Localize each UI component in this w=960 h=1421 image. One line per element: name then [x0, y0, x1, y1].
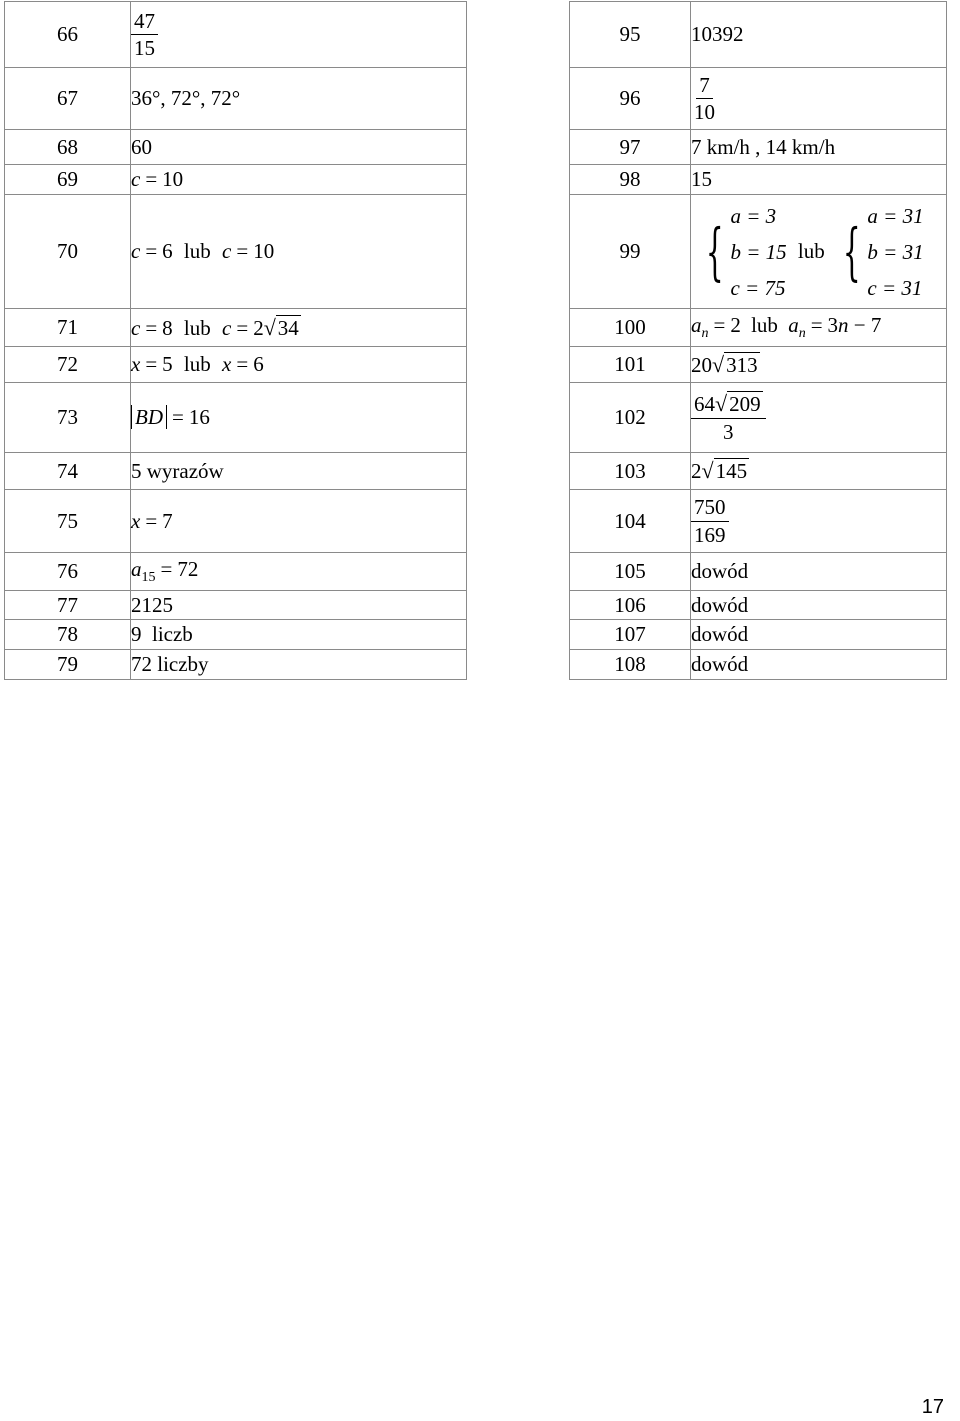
answer-text: 15 [691, 165, 947, 195]
variable: c [131, 167, 141, 191]
task-number: 105 [570, 553, 691, 591]
task-number: 99 [570, 195, 691, 309]
task-number: 75 [5, 490, 131, 553]
table-row [570, 165, 947, 195]
equation-system: { a = 31 b = 31 c = 31 [832, 198, 924, 306]
answer-cell: c = 10 [131, 165, 467, 195]
task-number: 72 [5, 347, 131, 383]
task-number: 74 [5, 453, 131, 490]
answer-cell [691, 490, 947, 553]
equation: b = 15 [730, 239, 787, 264]
subscript: n [798, 326, 806, 341]
value: 6 [253, 352, 264, 376]
answer-text: dowód [691, 553, 947, 591]
variable: c [131, 315, 141, 340]
answer-cell [691, 195, 947, 309]
equation: a = 3 [730, 203, 777, 228]
answer-text: 36°, 72°, 72° [131, 68, 467, 130]
value: 7 [162, 508, 173, 533]
or-word: lub [183, 315, 211, 340]
table-row [5, 68, 467, 130]
coefficient: 64 [694, 392, 715, 417]
value: 2 [730, 313, 741, 337]
table-row [5, 490, 467, 553]
task-number: 67 [5, 68, 131, 130]
square-root: √313 [712, 351, 758, 377]
table-row [5, 591, 467, 620]
answer-text: dowód [691, 650, 947, 680]
square-root: √145 [701, 458, 748, 483]
answer-text: 72 liczby [131, 650, 467, 680]
fraction [691, 73, 718, 124]
value: − 7 [848, 313, 882, 337]
table-row [570, 130, 947, 165]
task-number: 102 [570, 383, 691, 453]
task-number: 76 [5, 553, 131, 591]
table-row [5, 195, 467, 309]
fraction [691, 495, 729, 546]
task-number: 103 [570, 453, 691, 490]
denominator: 15 [134, 36, 155, 60]
variable: n [838, 313, 849, 337]
numerator: 64√209 [691, 391, 766, 418]
square-root: √34 [263, 314, 299, 340]
coefficient: 20 [691, 352, 712, 377]
subscript: n [701, 326, 709, 341]
task-number: 78 [5, 620, 131, 650]
task-number: 100 [570, 309, 691, 347]
answer-cell [691, 68, 947, 130]
task-number: 107 [570, 620, 691, 650]
equation: b = 31 [867, 239, 924, 264]
table-row [570, 347, 947, 383]
task-number: 104 [570, 490, 691, 553]
answer-cell: x = 5 lub x = 6 [131, 347, 467, 383]
variable: a [131, 557, 142, 581]
task-number: 70 [5, 195, 131, 309]
answer-cell: BD = 16 [131, 383, 467, 453]
task-number: 95 [570, 2, 691, 68]
or-word: lub [183, 239, 211, 263]
answer-text: 60 [131, 130, 467, 165]
table-row [5, 620, 467, 650]
variable: a [691, 313, 702, 337]
table-row [5, 165, 467, 195]
variable: c [131, 239, 141, 263]
segment-length: BD [131, 405, 167, 429]
table-row [5, 453, 467, 490]
variable: x [222, 352, 232, 376]
equation: c = 75 [730, 275, 786, 300]
task-number: 96 [570, 68, 691, 130]
subscript: 15 [141, 570, 156, 585]
equation: a = 31 [867, 203, 924, 228]
task-number: 66 [5, 2, 131, 68]
task-number: 77 [5, 591, 131, 620]
coefficient: 3 [827, 313, 839, 337]
variable: c [222, 315, 232, 340]
numerator: 750 [691, 495, 729, 521]
coefficient: 2 [691, 459, 702, 483]
or-word: lub [797, 239, 825, 263]
denominator: 10 [694, 100, 715, 124]
radicand: 145 [715, 459, 748, 483]
table-row [570, 383, 947, 453]
answer-cell: c = 8 lub c = 2√34 [131, 309, 467, 347]
answer-text: 10392 [691, 2, 947, 68]
value: 8 [162, 315, 173, 340]
page-number: 17 [921, 1396, 944, 1418]
denominator: 169 [694, 522, 726, 547]
value: 6 [162, 239, 173, 263]
task-number: 97 [570, 130, 691, 165]
table-row [5, 309, 467, 347]
or-word: lub [751, 313, 778, 337]
task-number: 79 [5, 650, 131, 680]
radicand: 313 [726, 352, 758, 377]
fraction [131, 9, 158, 60]
fraction [691, 391, 766, 443]
table-row [5, 347, 467, 383]
value: 72 [177, 557, 199, 581]
answer-text: 2125 [131, 591, 467, 620]
table-row [570, 553, 947, 591]
table-row [570, 591, 947, 620]
table-row [570, 2, 947, 68]
task-number: 106 [570, 591, 691, 620]
value: 10 [162, 167, 184, 191]
answer-cell [691, 383, 947, 453]
or-word: lub [183, 352, 211, 376]
table-row [570, 68, 947, 130]
variable: x [131, 352, 141, 376]
table-row [570, 490, 947, 553]
equation: c = 31 [867, 275, 923, 300]
task-number: 98 [570, 165, 691, 195]
table-row [5, 650, 467, 680]
table-row [5, 130, 467, 165]
answer-cell: $a_{15} = 72$ [131, 553, 467, 591]
table-row [5, 2, 467, 68]
value: 5 [162, 352, 173, 376]
answer-cell [691, 347, 947, 383]
value: 10 [253, 239, 275, 263]
radicand: 209 [729, 392, 761, 417]
answer-text: 9 liczb [131, 620, 467, 650]
answer-cell: c = 6 lub c = 10 [131, 195, 467, 309]
variable: x [131, 508, 141, 533]
answer-text: 5 wyrazów [131, 453, 467, 490]
answers-table-right [569, 1, 947, 680]
table-row [5, 553, 467, 591]
task-number: 68 [5, 130, 131, 165]
answer-cell: x = 7 [131, 490, 467, 553]
task-number: 73 [5, 383, 131, 453]
task-number: 101 [570, 347, 691, 383]
radicand: 34 [277, 315, 299, 340]
answer-cell: $a_n = 2$ lub $a_n = 3n - 7$ [691, 309, 947, 347]
variable: a [788, 313, 799, 337]
answer-cell [131, 2, 467, 68]
answers-table-left [4, 1, 467, 680]
table-row [570, 650, 947, 680]
table-row [570, 195, 947, 309]
table-row [570, 453, 947, 490]
table-row [570, 309, 947, 347]
value: 16 [188, 405, 210, 429]
denominator: 3 [723, 419, 734, 444]
coefficient: 2 [253, 315, 264, 340]
answer-text: dowód [691, 591, 947, 620]
answer-cell [691, 453, 947, 490]
table-row [570, 620, 947, 650]
task-number: 69 [5, 165, 131, 195]
table-row [5, 383, 467, 453]
answer-text: dowód [691, 620, 947, 650]
equation-system: { a = 3 b = 15 c = 75 [695, 198, 787, 306]
task-number: 108 [570, 650, 691, 680]
numerator: 47 [131, 9, 158, 35]
answer-text: 7 km/h , 14 km/h [691, 130, 947, 165]
task-number: 71 [5, 309, 131, 347]
variable: c [222, 239, 232, 263]
numerator: 7 [696, 73, 713, 99]
